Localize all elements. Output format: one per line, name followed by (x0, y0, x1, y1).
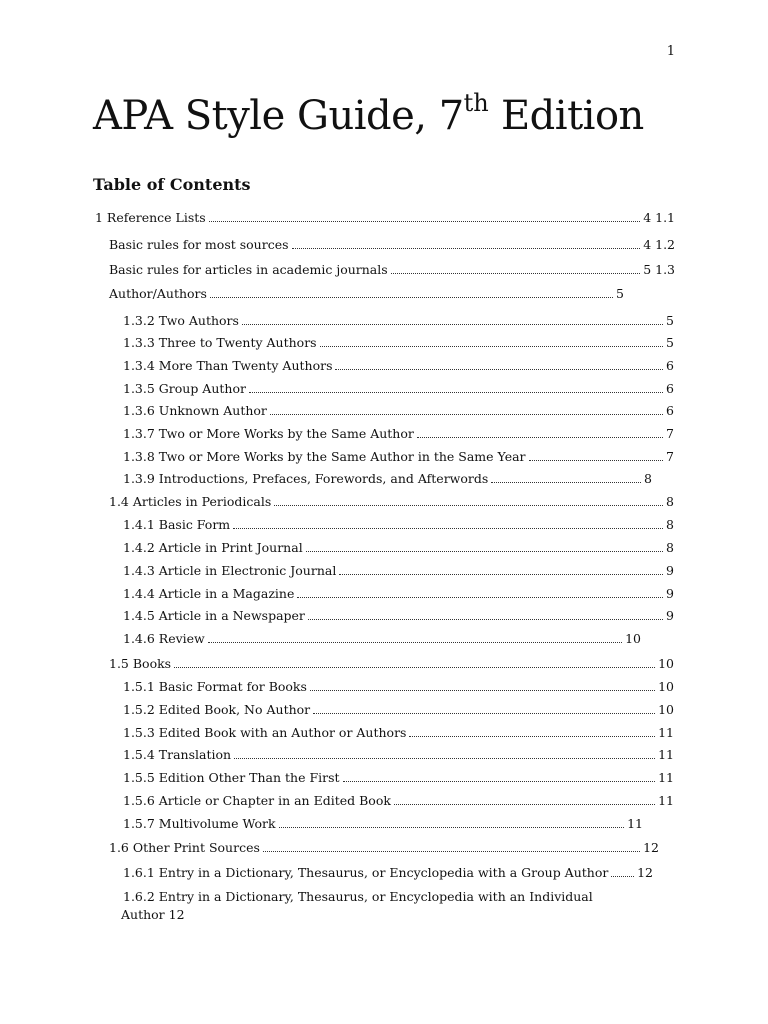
dot-leader (310, 689, 655, 691)
toc-entry-label: 1.5.3 Edited Book with an Author or Authors (123, 725, 407, 740)
dot-leader (297, 596, 663, 598)
toc-entry-label: 1.3.3 Three to Twenty Authors (123, 335, 317, 350)
document-title-main: APA Style Guide, 7 (93, 93, 464, 139)
toc-entry-page: 11 (658, 747, 674, 762)
toc-entry[interactable] (123, 747, 674, 763)
dot-leader (306, 550, 663, 552)
toc-entry[interactable] (109, 237, 675, 253)
toc-entry[interactable] (123, 702, 674, 718)
toc-entry-label: 1.3.4 More Than Twenty Authors (123, 358, 333, 373)
toc-entry-label: 1.3.8 Two or More Works by the Same Author in the Same Year (123, 449, 526, 464)
toc-entry-page: 8 (666, 494, 674, 509)
dot-leader (529, 459, 664, 461)
dot-leader (174, 666, 655, 668)
toc-entry[interactable] (123, 563, 674, 579)
dot-leader (208, 641, 622, 643)
toc-entry-page: 9 (666, 586, 674, 601)
dot-leader (209, 220, 640, 222)
toc-entry[interactable] (123, 517, 674, 533)
toc-entry[interactable] (109, 494, 674, 510)
toc-entry[interactable] (123, 335, 674, 351)
toc-entry[interactable] (123, 381, 674, 397)
dot-leader (210, 296, 613, 298)
dot-leader (391, 272, 641, 274)
toc-entry[interactable] (123, 540, 674, 556)
toc-entry-page: 5 1.3 (643, 262, 675, 277)
toc-entry-page: 9 (666, 563, 674, 578)
toc-entry-label: 1.3.6 Unknown Author (123, 403, 267, 418)
toc-entry-page: 10 (625, 631, 641, 646)
toc-entry-label: 1.3.2 Two Authors (123, 313, 239, 328)
toc-entry-label: 1.4.3 Article in Electronic Journal (123, 563, 337, 578)
toc-entry-page: 8 (644, 471, 652, 486)
toc-entry-label: Author/Authors (109, 286, 207, 301)
dot-leader (234, 757, 655, 759)
dot-leader (335, 368, 663, 370)
page-number: 1 (666, 44, 675, 59)
toc-entry-label: 1.5.1 Basic Format for Books (123, 679, 307, 694)
toc-entry-label: 1.4.2 Article in Print Journal (123, 540, 303, 555)
toc-entry[interactable] (109, 286, 624, 302)
toc-entry[interactable] (123, 725, 674, 741)
toc-entry-page: 4 1.2 (643, 237, 675, 252)
toc-entry-label: 1.4 Articles in Periodicals (109, 494, 272, 509)
dot-leader (339, 573, 663, 575)
toc-entry[interactable] (123, 358, 674, 374)
toc-entry[interactable] (109, 262, 675, 278)
toc-entry[interactable] (123, 449, 674, 465)
toc-entry-page: 7 (666, 449, 674, 464)
toc-entry-label: 1.5 Books (109, 656, 172, 671)
toc-heading: Table of Contents (93, 175, 251, 194)
dot-leader (249, 391, 663, 393)
toc-entry[interactable] (109, 656, 674, 672)
dot-leader (611, 875, 634, 877)
toc-entry-page: 8 (666, 540, 674, 555)
toc-entry-label: 1.4.4 Article in a Magazine (123, 586, 295, 601)
toc-entry-page: 8 (666, 517, 674, 532)
toc-entry[interactable] (123, 770, 674, 786)
toc-entry[interactable] (123, 793, 674, 809)
toc-entry-label: 1.3.7 Two or More Works by the Same Author (123, 426, 414, 441)
toc-entry[interactable] (123, 679, 674, 695)
toc-entry-label: 1.6 Other Print Sources (109, 840, 260, 855)
dot-leader (242, 323, 663, 325)
toc-entry-page: 11 (658, 793, 674, 808)
dot-leader (274, 504, 663, 506)
toc-entry[interactable] (123, 471, 652, 487)
dot-leader (343, 780, 656, 782)
toc-entry-page: 6 (666, 381, 674, 396)
toc-entry-page: 7 (666, 426, 674, 441)
toc-entry-label: Basic rules for most sources (109, 237, 289, 252)
toc-entry-page: 6 (666, 403, 674, 418)
toc-entry-label: Basic rules for articles in academic journals (109, 262, 388, 277)
toc-entry-label-continued: Author 12 (121, 907, 185, 922)
toc-entry[interactable] (95, 210, 675, 226)
dot-leader (409, 735, 655, 737)
toc-entry-page: 5 (616, 286, 624, 301)
toc-entry[interactable] (121, 888, 593, 924)
toc-entry-label: 1.5.4 Translation (123, 747, 232, 762)
toc-entry[interactable] (123, 403, 674, 419)
toc-entry-page: 11 (627, 816, 643, 831)
dot-leader (270, 413, 663, 415)
dot-leader (417, 436, 663, 438)
toc-entry-label: 1.5.6 Article or Chapter in an Edited Book (123, 793, 391, 808)
dot-leader (233, 527, 663, 529)
document-title-superscript: th (463, 89, 489, 117)
toc-entry[interactable] (123, 865, 653, 881)
toc-entry-label: 1.3.9 Introductions, Prefaces, Forewords, and Afterwords (123, 471, 489, 486)
document-title-suffix: Edition (488, 93, 644, 139)
toc-entry-label: 1.4.5 Article in a Newspaper (123, 608, 305, 623)
toc-entry-page: 12 (637, 865, 653, 880)
dot-leader (320, 345, 663, 347)
toc-entry-page: 10 (658, 679, 674, 694)
toc-entry[interactable] (123, 426, 674, 442)
toc-entry-label: 1.6.2 Entry in a Dictionary, Thesaurus, or Encyclopedia with an Individual (123, 889, 593, 904)
dot-leader (292, 247, 641, 249)
toc-entry[interactable] (123, 586, 674, 602)
toc-entry-label: 1.5.2 Edited Book, No Author (123, 702, 311, 717)
toc-entry-page: 12 (643, 840, 659, 855)
toc-entry-page: 6 (666, 358, 674, 373)
dot-leader (279, 826, 625, 828)
toc-entry-label: 1.5.5 Edition Other Than the First (123, 770, 340, 785)
toc-entry-page: 10 (658, 656, 674, 671)
toc-entry[interactable] (123, 313, 674, 329)
toc-entry[interactable] (123, 631, 641, 647)
toc-entry-page: 4 1.1 (643, 210, 675, 225)
dot-leader (313, 712, 655, 714)
dot-leader (308, 618, 663, 620)
toc-entry-label: 1.4.1 Basic Form (123, 517, 231, 532)
toc-entry-page: 5 (666, 313, 674, 328)
toc-entry-page: 11 (658, 770, 674, 785)
toc-entry-label: 1.3.5 Group Author (123, 381, 246, 396)
dot-leader (394, 803, 655, 805)
dot-leader (491, 481, 641, 483)
toc-entry-label: 1.4.6 Review (123, 631, 205, 646)
toc-entry-page: 5 (666, 335, 674, 350)
toc-entry-page: 11 (658, 725, 674, 740)
toc-entry-label: 1.6.1 Entry in a Dictionary, Thesaurus, or Encyclopedia with a Group Author (123, 865, 609, 880)
toc-entry-page: 10 (658, 702, 674, 717)
toc-entry[interactable] (123, 816, 643, 832)
toc-entry-label: 1 Reference Lists (95, 210, 206, 225)
toc-entry[interactable] (123, 608, 674, 624)
dot-leader (263, 850, 640, 852)
toc-entry-page: 9 (666, 608, 674, 623)
toc-entry[interactable] (109, 840, 659, 856)
toc-entry-label: 1.5.7 Multivolume Work (123, 816, 276, 831)
